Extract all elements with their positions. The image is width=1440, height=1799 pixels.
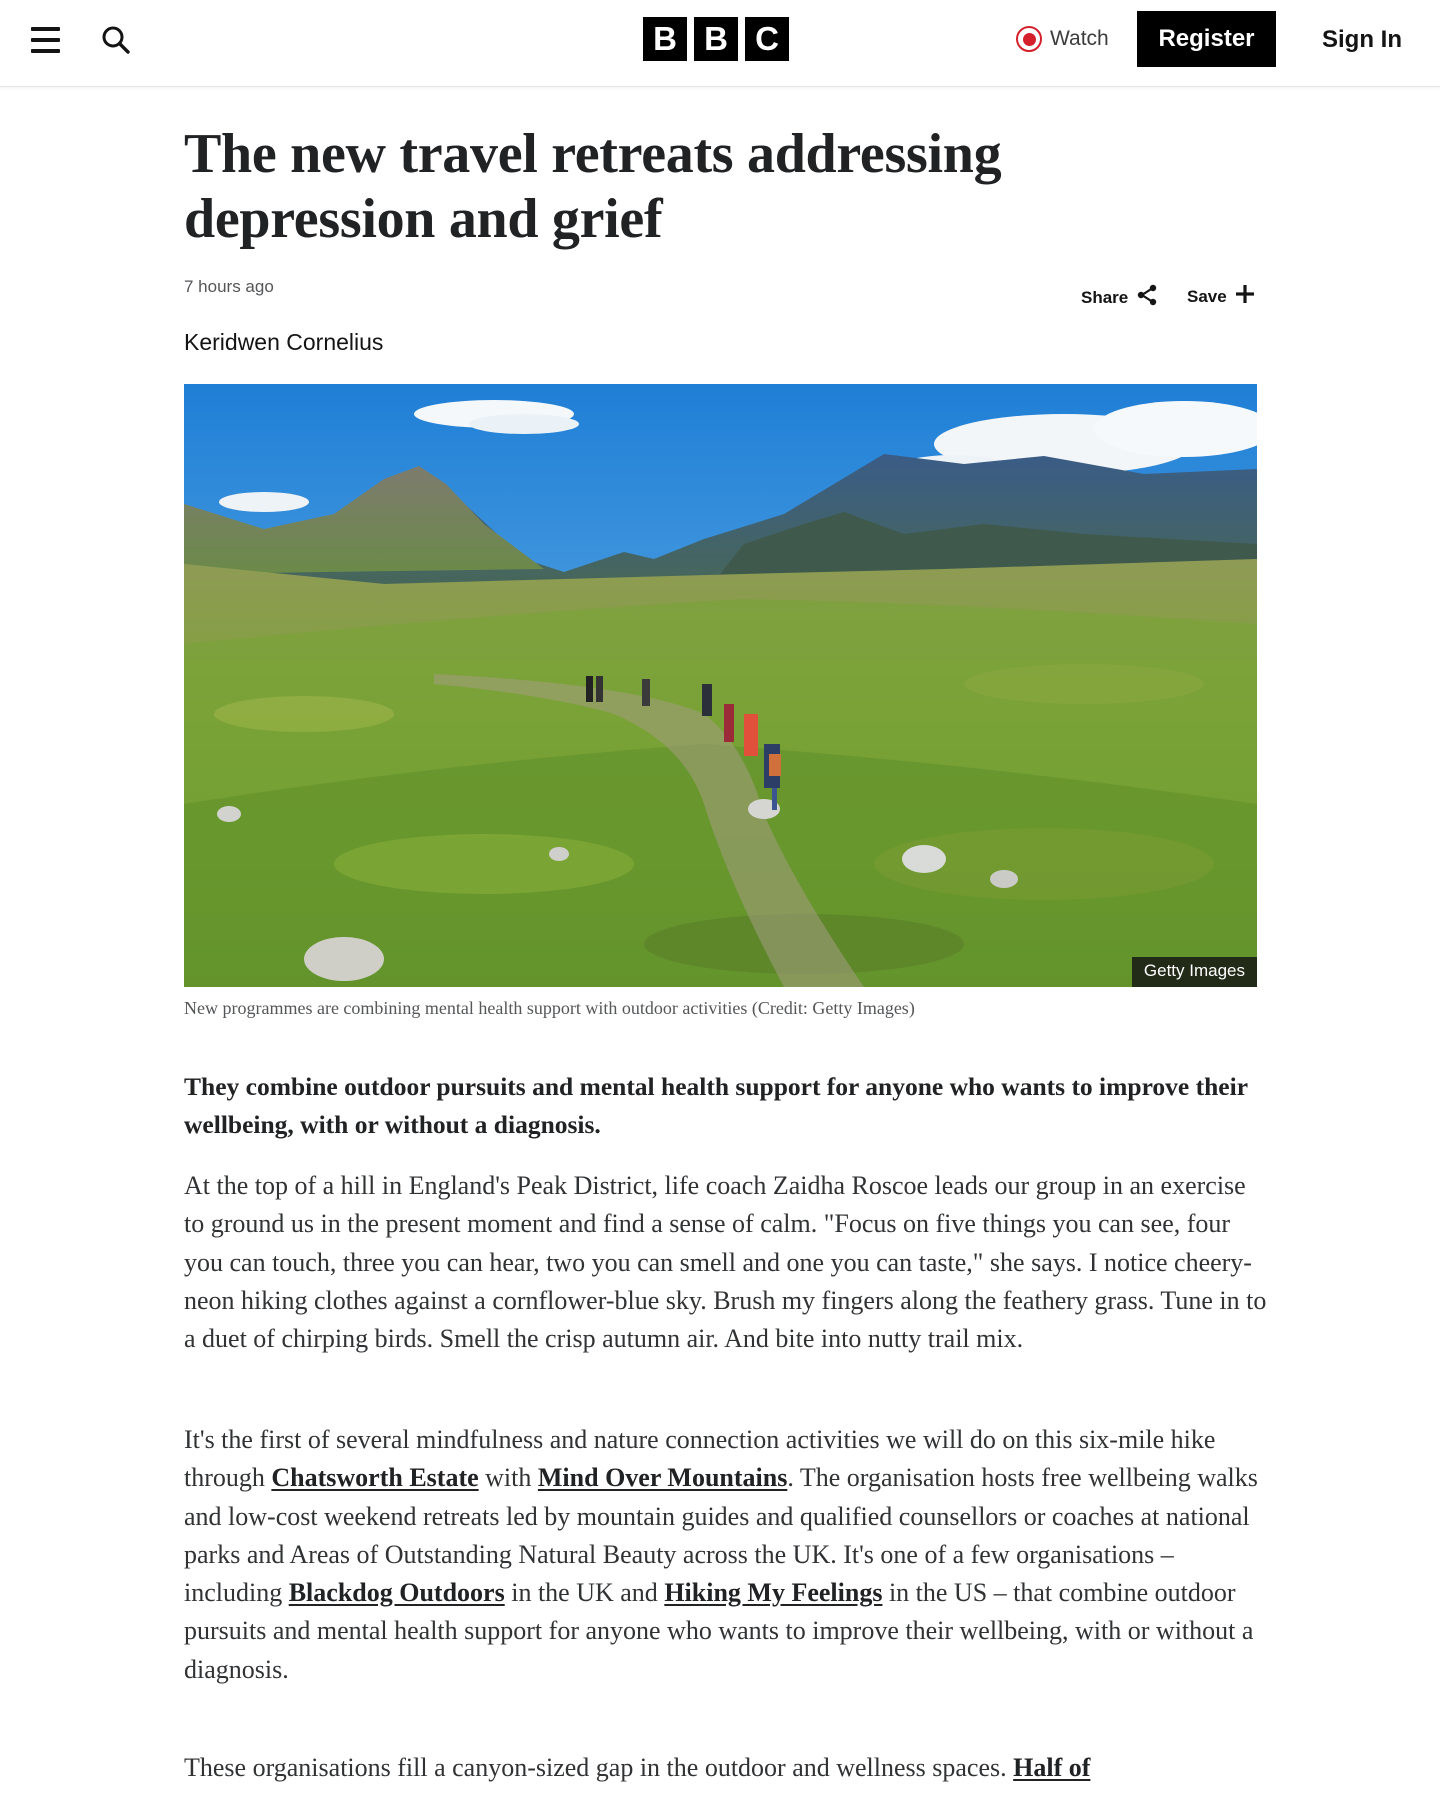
sign-in-button[interactable]: Sign In [1322,26,1402,53]
image-credit-badge: Getty Images [1132,957,1257,987]
article-headline: The new travel retreats addressing depression and grief [184,123,1002,250]
article-paragraph-1: At the top of a hill in England's Peak District, life coach Zaidha Roscoe leads our group in an exercise to ground us in the present moment and find a sense of calm. "Focus on five things you can see, four you can touch, three you can hear, two you can smell and one you can taste," she says. I notice cheery-neon hiking clothes against a cornflower-blue sky. Brush my fingers along the feathery grass. Tune in to a duet of chirping birds. Smell the crisp autumn air. And bite into nutty trail mix. [184,1171,1267,1354]
share-label: Share [1081,287,1129,307]
share-icon [1136,284,1158,311]
save-label: Save [1187,286,1227,306]
save-button[interactable] [1187,284,1255,309]
link-half-of[interactable]: Half of [1013,1753,1091,1782]
logo-letter-2: B [694,17,738,61]
paragraph-2-text-3: . The organisation hosts free wellbeing walks and low-cost weekend retreats led by mountain guides and qualified counsellors or coaches at national parks and Areas of Outstanding Natural Beauty across the UK. It's one of a few organisations – including [184,1463,1258,1608]
paragraph-2-text-2: with [478,1463,538,1493]
article-lead: They combine outdoor pursuits and mental health support for anyone who wants to improve their wellbeing, with or without a diagnosis. [184,1072,1248,1139]
bbc-logo[interactable] [643,17,789,61]
article-paragraph-2 [184,1421,1269,1689]
logo-letter-3: C [745,17,789,61]
article-timestamp: 7 hours ago [184,277,274,296]
logo-letter-1: B [643,17,687,61]
image-caption: New programmes are combining mental health support with outdoor activities (Credit: Getty Images) [184,998,915,1018]
live-record-icon [1016,26,1042,52]
watch-label: Watch [1050,27,1109,50]
hikers-mountain-photo [184,384,1257,987]
paragraph-3-text-1: These organisations fill a canyon-sized gap in the outdoor and wellness spaces. [184,1753,1014,1782]
register-button[interactable]: Register [1137,11,1276,67]
link-mind-over-mountains[interactable]: Mind Over Mountains [537,1463,788,1493]
plus-icon [1235,284,1255,309]
link-blackdog-outdoors[interactable]: Blackdog Outdoors [288,1578,505,1608]
paragraph-2-text-1: It's the first of several mindfulness and nature connection activities we will do on this six-mile hike through [184,1425,1216,1493]
paragraph-2-text-4: in the UK and [504,1578,665,1608]
search-icon[interactable] [101,25,131,55]
paragraph-2-text-5: in the US – that combine outdoor pursuits and mental health support for anyone who wants to improve their wellbeing, with or without a diagnosis. [184,1578,1254,1684]
link-hiking-my-feelings[interactable]: Hiking My Feelings [664,1578,883,1608]
hamburger-menu-icon[interactable] [31,27,60,53]
landscape-image [184,384,1257,987]
top-navigation-bar [0,0,1440,87]
share-button[interactable] [1081,284,1158,311]
link-chatsworth-estate[interactable]: Chatsworth Estate [271,1463,479,1493]
article-author: Keridwen Cornelius [184,329,384,355]
article-paragraph-3 [184,1749,1269,1787]
watch-live-button[interactable] [1016,24,1109,54]
